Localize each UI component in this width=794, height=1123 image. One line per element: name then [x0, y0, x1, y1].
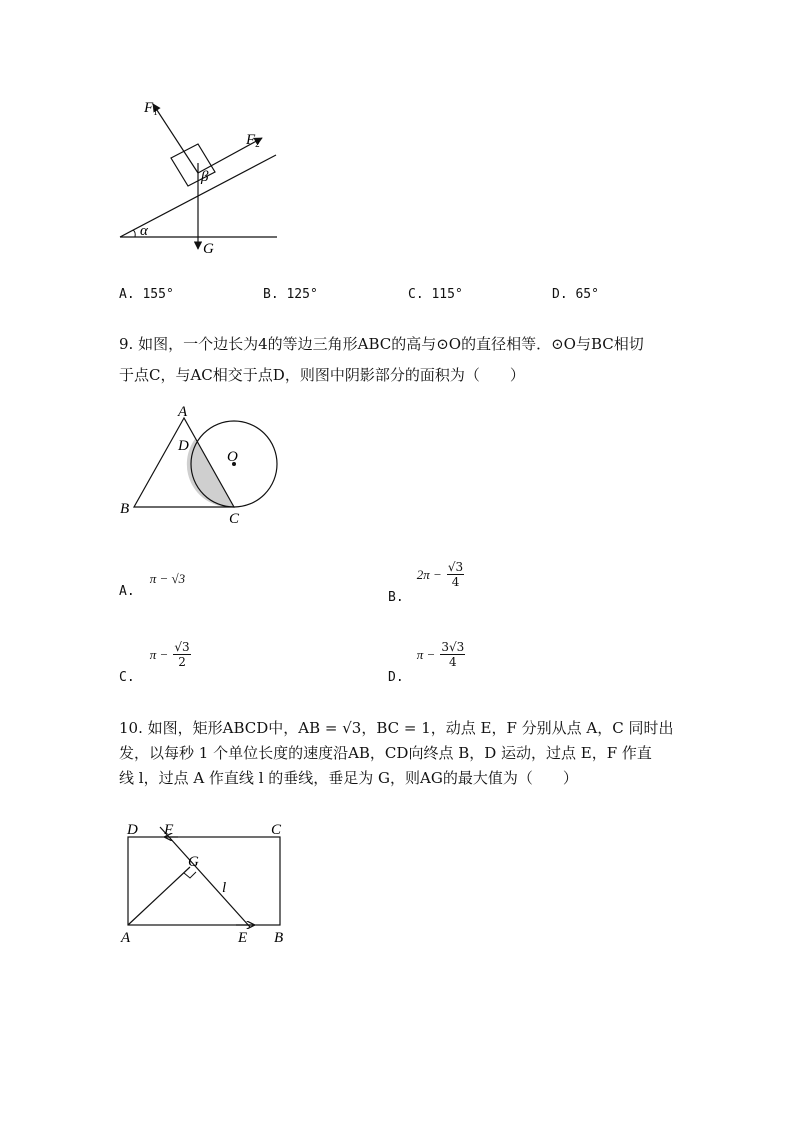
- q10-line-2: 发，以每秒 1 个单位长度的速度沿AB，CD向终点 B，D 运动，过点 E，F 作直: [119, 744, 652, 762]
- q9-option-c[interactable]: [119, 640, 191, 685]
- option-expression: π − √3: [149, 571, 186, 586]
- option-letter: B.: [263, 287, 279, 302]
- label-alpha: α: [140, 223, 148, 239]
- option-fraction: $\frac{3√3}{4}$: [441, 640, 465, 669]
- q9-stem: [119, 332, 699, 388]
- option-fraction: $\frac{√3}{4}$: [447, 560, 464, 589]
- q9-option-d[interactable]: [388, 640, 465, 685]
- label-b: B: [120, 501, 130, 517]
- right-angle-mark: [184, 872, 196, 878]
- label-e: E: [238, 930, 248, 946]
- segment-ag: [128, 867, 190, 925]
- q8-option-b[interactable]: [263, 287, 318, 302]
- label-g: G: [203, 241, 214, 257]
- label-d: D: [178, 438, 189, 454]
- label-b: B: [274, 930, 284, 946]
- option-letter: D.: [388, 670, 404, 685]
- q10-line-3: 线 l，过点 A 作直线 l 的垂线，垂足为 G，则AG的最大值为（ ）: [119, 769, 578, 787]
- option-expression-lead: π −: [149, 647, 169, 662]
- label-beta: β: [201, 169, 209, 185]
- label-g: G: [188, 854, 199, 870]
- label-d: D: [127, 822, 138, 838]
- label-c: C: [229, 511, 240, 527]
- q10-line-1: 10. 如图，矩形ABCD中，AB = √3，BC = 1，动点 E，F 分别从点 A，C 同时出: [119, 719, 674, 737]
- option-value: 65°: [575, 287, 599, 302]
- label-a: A: [121, 930, 131, 946]
- label-l: l: [222, 880, 227, 896]
- label-c: C: [271, 822, 282, 838]
- force-f1-arrow: [153, 104, 198, 173]
- option-letter: D.: [552, 287, 568, 302]
- rectangle-abcd: [128, 837, 280, 925]
- label-f2: $F_2$: [246, 132, 260, 149]
- q8-option-c[interactable]: [408, 287, 463, 302]
- q8-option-d[interactable]: [552, 287, 599, 302]
- force-diagram-figure: [110, 92, 290, 262]
- option-fraction: $\frac{√3}{2}$: [174, 640, 190, 669]
- alpha-arc: [133, 230, 135, 237]
- option-expression-lead: π −: [416, 647, 436, 662]
- label-f: F: [164, 822, 174, 838]
- option-value: 155°: [142, 287, 174, 302]
- q9-line-2: 于点C，与AC相交于点D，则图中阴影部分的面积为（ ）: [119, 366, 525, 384]
- q8-option-a[interactable]: [119, 287, 174, 302]
- q10-stem: [119, 716, 699, 791]
- rectangle-figure: [115, 818, 295, 946]
- option-value: 125°: [286, 287, 318, 302]
- option-expression-lead: 2π −: [416, 567, 442, 582]
- q9-line-1: 9. 如图，一个边长为4的等边三角形ABC的高与⊙O的直径相等．⊙O与BC相切: [119, 335, 644, 353]
- triangle-circle-figure: [115, 400, 290, 530]
- option-letter: A.: [119, 584, 135, 599]
- q9-option-a[interactable]: [119, 568, 185, 599]
- q9-option-b[interactable]: [388, 560, 464, 605]
- label-f1: $F_1$: [144, 100, 158, 117]
- line-l: [160, 827, 250, 927]
- option-value: 115°: [431, 287, 463, 302]
- label-o: O: [227, 449, 238, 465]
- option-letter: A.: [119, 287, 135, 302]
- option-letter: B.: [388, 590, 404, 605]
- label-a: A: [178, 404, 188, 420]
- option-letter: C.: [119, 670, 135, 685]
- option-letter: C.: [408, 287, 424, 302]
